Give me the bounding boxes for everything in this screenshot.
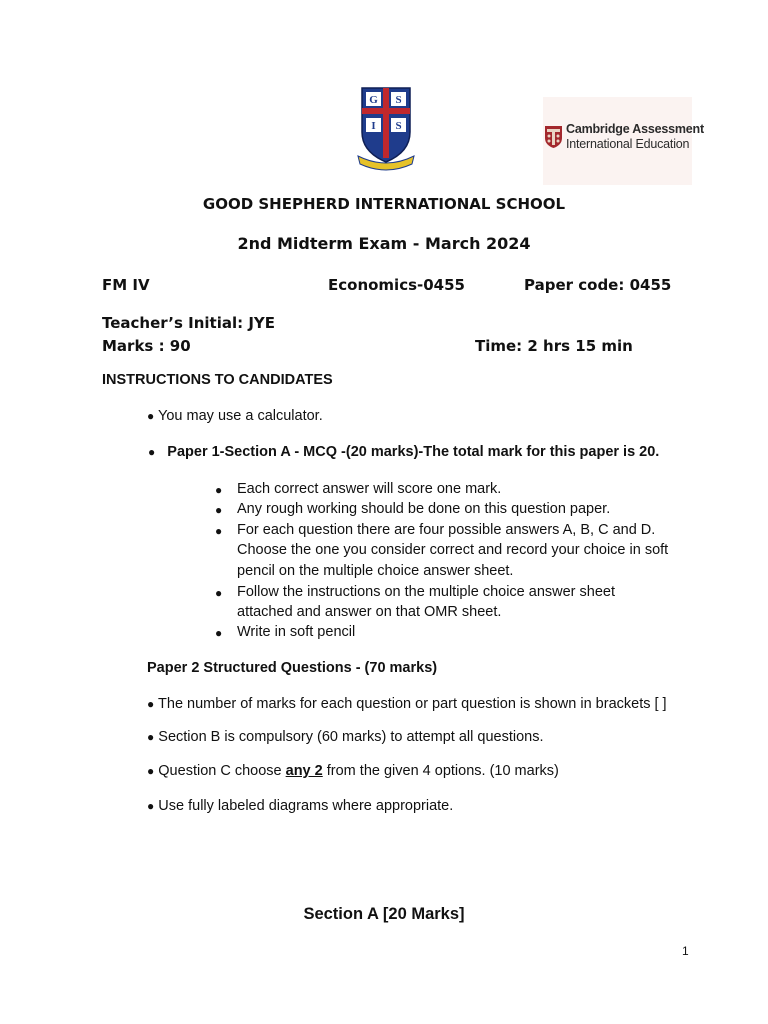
bullet-icon: ●	[215, 586, 223, 600]
instruction-section-b: ● Section B is compulsory (60 marks) to attempt all questions.	[147, 729, 544, 745]
list-item: For each question there are four possible answers A, B, C and D.	[237, 522, 656, 538]
bullet-icon: ●	[147, 409, 155, 423]
cambridge-logo-line2: International Education	[566, 137, 690, 151]
bullet-icon: ●	[148, 445, 156, 459]
instruction-diagrams: ● Use fully labeled diagrams where appropriate.	[147, 798, 454, 814]
list-item: Each correct answer will score one mark.	[237, 481, 502, 497]
exam-time: Time: 2 hrs 15 min	[475, 337, 633, 355]
section-a-title: Section A [20 Marks]	[303, 905, 465, 923]
bullet-icon: ●	[215, 503, 223, 517]
svg-text:S: S	[395, 120, 402, 132]
cambridge-logo-line1: Cambridge Assessment	[566, 122, 704, 136]
list-item: Follow the instructions on the multiple choice answer sheet	[237, 584, 615, 600]
teacher-initial: Teacher’s Initial: JYE	[102, 314, 276, 332]
bullet-icon: ●	[215, 626, 223, 640]
emphasis-any-2: any 2	[285, 763, 323, 779]
instruction-calculator: ● You may use a calculator.	[147, 408, 323, 424]
svg-text:I: I	[371, 120, 376, 132]
paper-code: Paper code: 0455	[524, 276, 672, 294]
paper1-heading: ● Paper 1-Section A - MCQ -(20 marks)-The total mark for this paper is 20.	[148, 444, 660, 460]
total-marks: Marks : 90	[102, 337, 191, 355]
list-item: pencil on the multiple choice answer sheet.	[237, 563, 514, 579]
list-item: attached and answer on that OMR sheet.	[237, 604, 502, 620]
list-item: Choose the one you consider correct and record your choice in soft	[237, 542, 669, 558]
svg-text:G: G	[369, 94, 378, 106]
cambridge-assessment-logo	[543, 97, 704, 185]
page-number: 1	[682, 944, 689, 958]
bullet-icon: ●	[215, 483, 223, 497]
bullet-icon: ●	[147, 697, 155, 711]
svg-text:S: S	[395, 94, 402, 106]
bullet-icon: ●	[147, 764, 155, 778]
instruction-marks-brackets: ● The number of marks for each question or part question is shown in brackets [ ]	[147, 696, 667, 712]
list-item: Write in soft pencil	[237, 624, 356, 640]
instruction-section-c: ● Question C choose any 2 from the given 4 options. (10 marks)	[147, 763, 559, 779]
school-name: GOOD SHEPHERD INTERNATIONAL SCHOOL	[202, 195, 566, 213]
bullet-icon: ●	[147, 730, 155, 744]
bullet-icon: ●	[215, 524, 223, 538]
form-label: FM IV	[102, 276, 150, 294]
list-item: Any rough working should be done on this question paper.	[237, 501, 611, 517]
school-crest-logo	[356, 86, 416, 172]
paper2-heading: Paper 2 Structured Questions - (70 marks)	[147, 660, 438, 676]
bullet-icon: ●	[147, 799, 155, 813]
exam-title: 2nd Midterm Exam - March 2024	[237, 234, 531, 253]
cambridge-shield-icon	[544, 125, 563, 149]
instructions-heading: INSTRUCTIONS TO CANDIDATES	[102, 372, 333, 388]
subject-label: Economics-0455	[328, 276, 465, 294]
